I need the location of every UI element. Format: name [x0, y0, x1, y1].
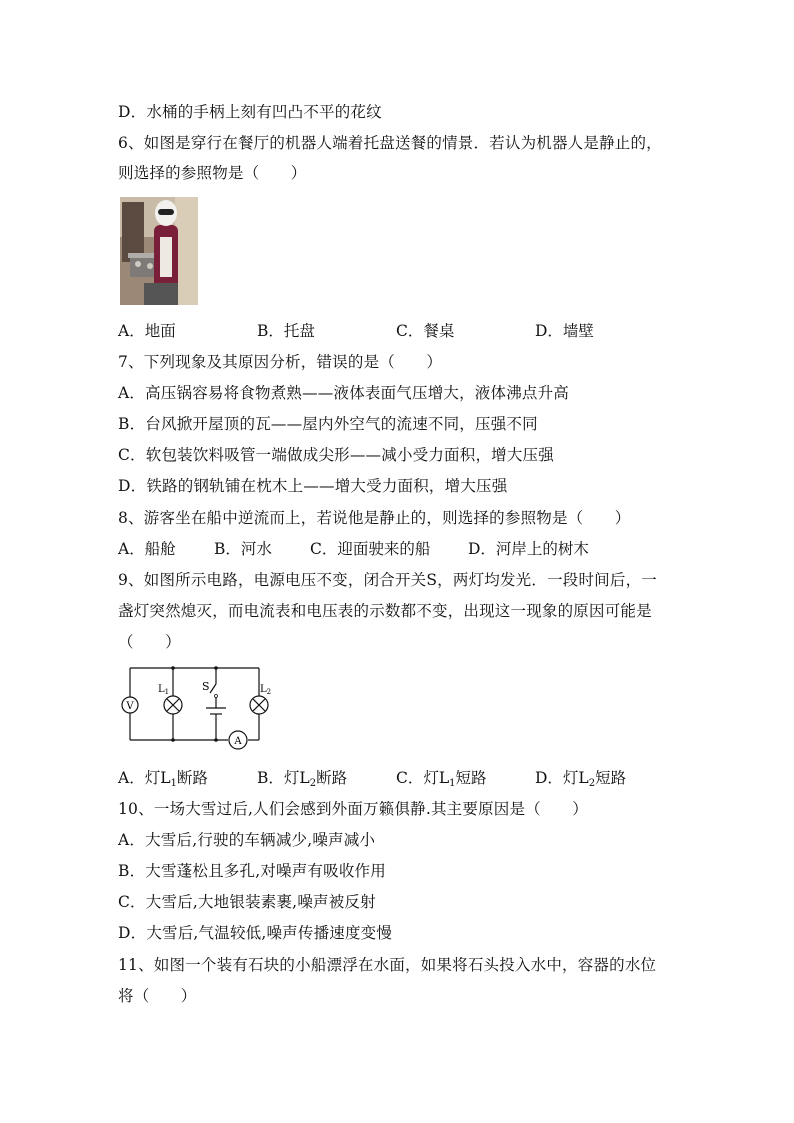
voltmeter-label: V	[126, 701, 134, 712]
q6-option-b[interactable]: B．托盘	[257, 322, 315, 340]
q9-stem-line2: 盏灯突然熄灭，而电流表和电压表的示数都不变，出现这一现象的原因可能是	[118, 602, 652, 620]
robot-waiter-photo	[120, 197, 198, 305]
ammeter-label: A	[234, 736, 242, 747]
q6-option-d[interactable]: D．墙壁	[535, 322, 594, 340]
q8-option-b[interactable]: B．河水	[214, 540, 272, 558]
q7-option-a[interactable]: A．高压锅容易将食物煮熟——液体表面气压增大，液体沸点升高	[118, 384, 569, 402]
q11-stem-line2: 将（ ）	[118, 987, 197, 1005]
q10-option-c[interactable]: C．大雪后,大地银装素裹,噪声被反射	[118, 893, 376, 911]
q7-option-b[interactable]: B．台风掀开屋顶的瓦——屋内外空气的流速不同，压强不同	[118, 415, 538, 433]
q6-stem-line2: 则选择的参照物是（ ）	[118, 164, 307, 182]
q9-option-d[interactable]: D．灯$L_2$短路	[535, 769, 627, 789]
q7-stem: 7、下列现象及其原因分析，错误的是（ ）	[118, 353, 443, 371]
q9-option-a[interactable]: A．灯$L_1$断路	[118, 769, 208, 789]
q10-option-b[interactable]: B．大雪蓬松且多孔,对噪声有吸收作用	[118, 862, 386, 880]
q6-option-c[interactable]: C．餐桌	[396, 322, 455, 340]
q5-option-d: D．水桶的手柄上刻有凹凸不平的花纹	[118, 103, 382, 121]
q11-stem-line1: 11、如图一个装有石块的小船漂浮在水面，如果将石头投入水中，容器的水位	[118, 956, 657, 974]
circuit-diagram	[118, 660, 274, 756]
q7-option-c[interactable]: C．软包装饮料吸管一端做成尖形——减小受力面积，增大压强	[118, 446, 554, 464]
q8-option-d[interactable]: D．河岸上的树木	[468, 540, 589, 558]
q10-option-a[interactable]: A．大雪后,行驶的车辆减少,噪声减小	[118, 831, 376, 849]
q9-option-b[interactable]: B．灯$L_2$断路	[257, 769, 348, 789]
q10-option-d[interactable]: D．大雪后,气温较低,噪声传播速度变慢	[118, 924, 393, 942]
q8-option-a[interactable]: A．船舱	[118, 540, 176, 558]
lamp2-label: $L_2$	[260, 684, 272, 696]
q9-stem-line3: （ ）	[118, 633, 181, 651]
q9-option-c[interactable]: C．灯$L_1$短路	[396, 769, 487, 789]
q6-stem-line1: 6、如图是穿行在餐厅的机器人端着托盘送餐的情景．若认为机器人是静止的，	[118, 134, 662, 152]
q6-option-a[interactable]: A．地面	[118, 322, 176, 340]
q9-stem-line1: 9、如图所示电路，电源电压不变，闭合开关S，两灯均发光．一段时间后，一	[118, 571, 657, 589]
q8-option-c[interactable]: C．迎面驶来的船	[310, 540, 431, 558]
q7-option-d[interactable]: D．铁路的钢轨铺在枕木上——增大受力面积，增大压强	[118, 477, 508, 495]
circuit-svg	[118, 660, 274, 756]
switch-label: S	[202, 680, 210, 693]
q8-stem: 8、游客坐在船中逆流而上，若说他是静止的，则选择的参照物是（ ）	[118, 509, 631, 527]
q10-stem: 10、一场大雪过后,人们会感到外面万籁俱静.其主要原因是（ ）	[118, 800, 588, 818]
lamp1-label: $L_1$	[158, 684, 170, 696]
robot-waiter-illustration	[120, 197, 198, 305]
